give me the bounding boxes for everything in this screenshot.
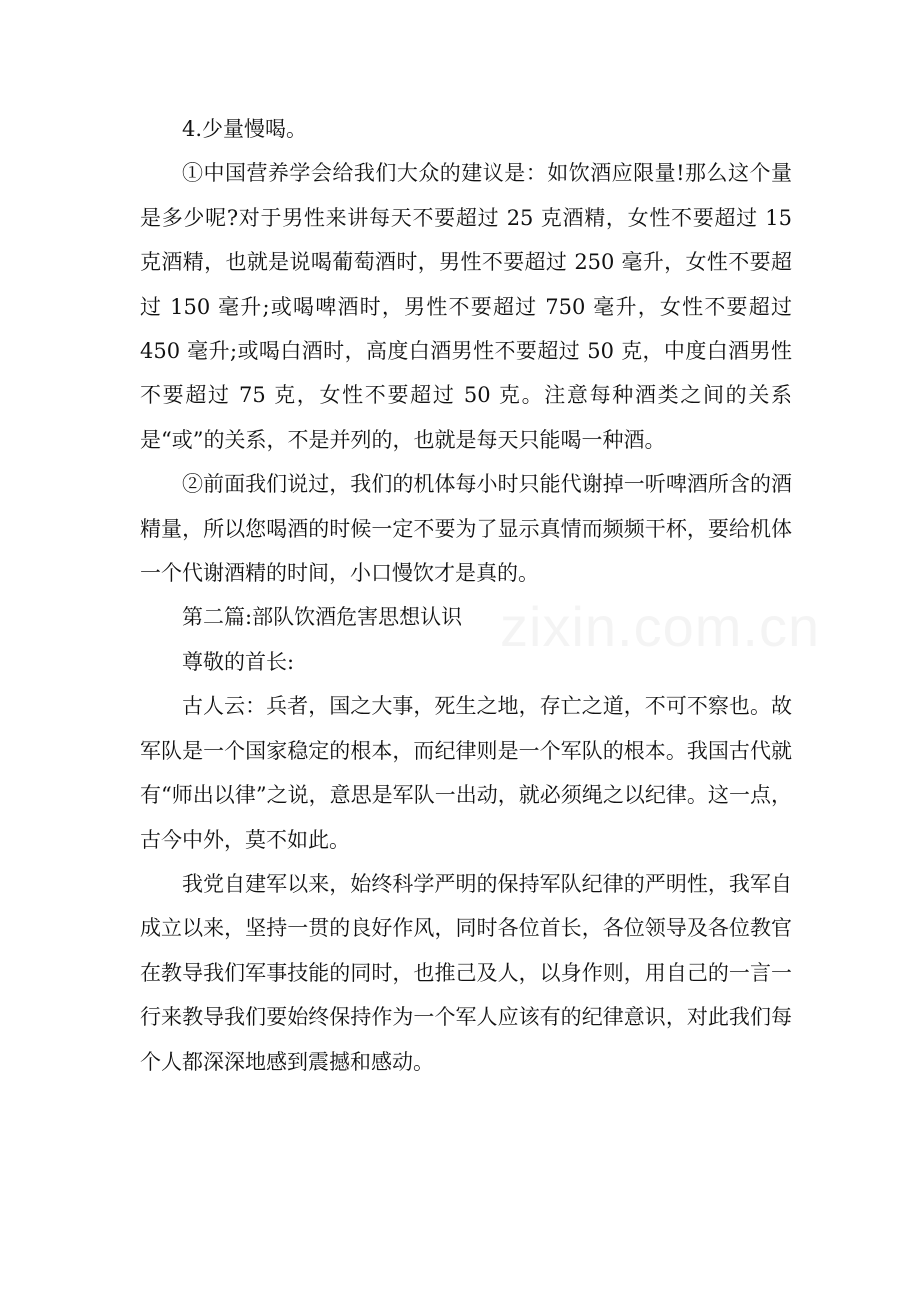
body-paragraph: 我党自建军以来，始终科学严明的保持军队纪律的严明性，我军自成立以来，坚持一贯的良好作风，同时各位首长，各位领导及各位教官在教导我们军事技能的同时，也推己及人，以身作则，用自己的一言一行来教导我们要始终保持作为一个军人应该有的纪律意识，对此我们每个人都深深地感到震撼和感动。: [140, 871, 792, 1074]
body-paragraph: ②前面我们说过，我们的机体每小时只能代谢掉一听啤酒所含的酒精量，所以您喝酒的时候一定不要为了显示真情而频频干杯，要给机体一个代谢酒精的时间，小口慢饮才是真的。: [140, 472, 792, 586]
salutation: 尊敬的首长:: [182, 649, 295, 674]
body-paragraph: 古人云：兵者，国之大事，死生之地，存亡之道，不可不察也。故军队是一个国家稳定的根本，而纪律则是一个军队的根本。我国古代就有“师出以律”之说，意思是军队一出动，就必须绳之以纪律。这一点，古今中外，莫不如此。: [140, 694, 792, 852]
document-body: [140, 107, 792, 1084]
watermark: zixin.com.cn: [500, 595, 821, 658]
section-title: 第二篇:部队饮酒危害思想认识: [182, 605, 463, 630]
body-paragraph: ①中国营养学会给我们大众的建议是：如饮酒应限量!那么这个量是多少呢?对于男性来讲每天不要超过 25 克酒精，女性不要超过 15 克酒精，也就是说喝葡萄酒时，男性不要超过 250 毫升，女性不要超过 150 毫升;或喝啤酒时，男性不要超过 750 毫升，女性不要超过 450 毫升;或喝白酒时，高度白酒男性不要超过 50 克，中度白酒男性不要超过 75 克，女性不要超过 50 克。注意每种酒类之间的关系是“或”的关系，不是并列的，也就是每天只能喝一种酒。: [140, 161, 792, 452]
list-item-heading: 4.少量慢喝。: [182, 117, 308, 141]
